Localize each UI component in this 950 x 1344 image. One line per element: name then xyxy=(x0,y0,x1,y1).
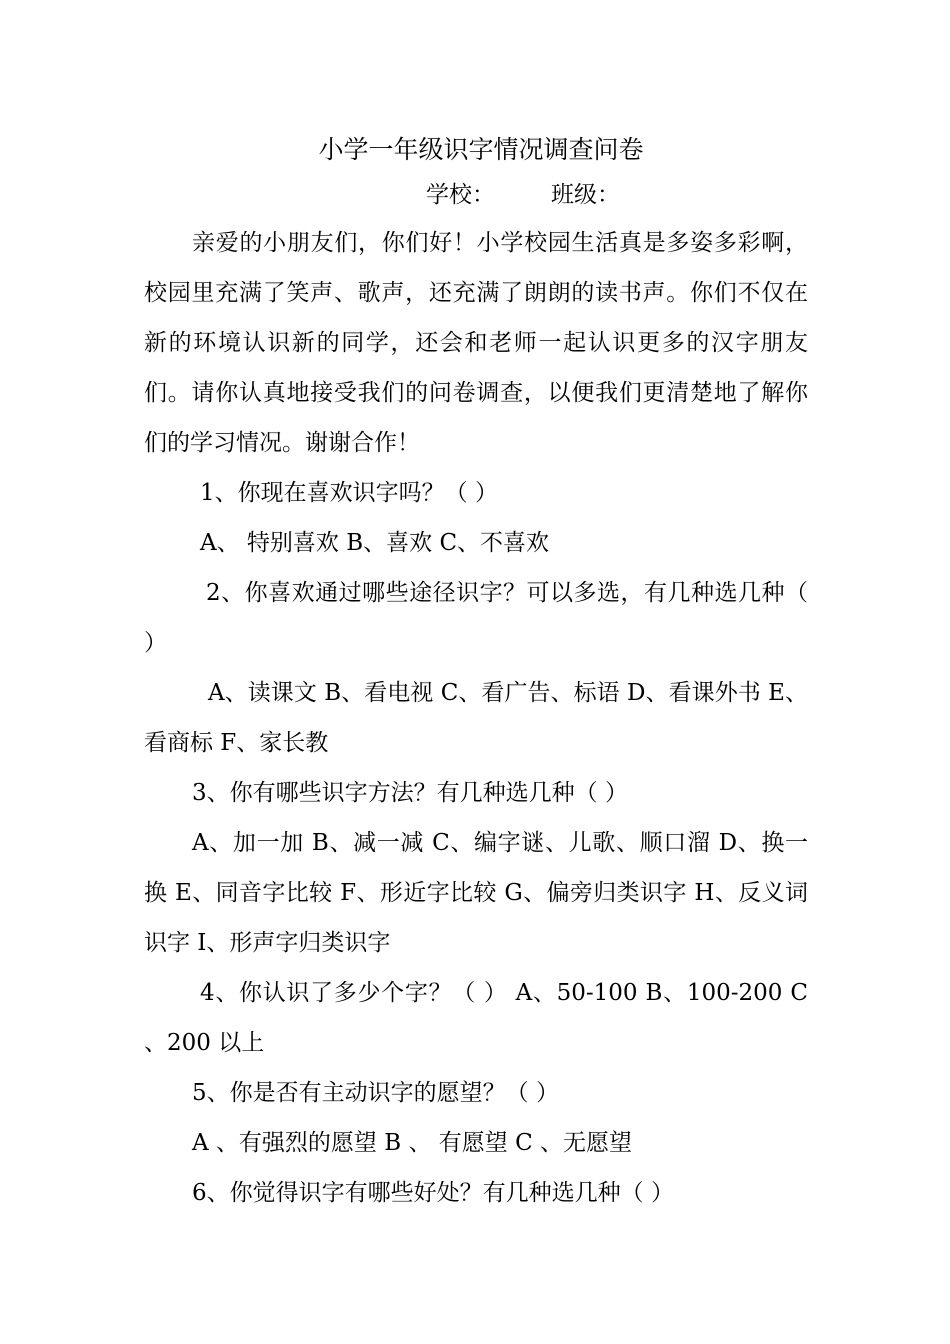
document-title: 小学一年级识字情况调查问卷 xyxy=(318,135,644,164)
intro-paragraph: 亲爱的小朋友们，你们好！小学校园生活真是多姿多彩啊，校园里充满了笑声、歌声，还充满了朗朗的读书声。你们不仅在新的环境认识新的同学，还会和老师一起认识更多的汉字朋友们。请你认真地接受我们的问卷调查，以便我们更清楚地了解你们的学习情况。谢谢合作！ xyxy=(144,230,808,456)
school-class-line xyxy=(144,172,808,218)
school-label: 学校： xyxy=(426,182,495,208)
class-label: 班级： xyxy=(551,182,620,208)
question-2-options: A、读课文 B、看电视 C、看广告、标语 D、看课外书 E、看商标 F、家长教 xyxy=(144,680,808,756)
question-1-options: A、 特别喜欢 B、喜欢 C、不喜欢 xyxy=(200,530,550,556)
question-3-options: A、加一加 B、减一减 C、编字谜、儿歌、顺口溜 D、换一换 E、同音字比较 F、形近字比较 G、偏旁归类识字 H、反义词识字 I、形声字归类识字 xyxy=(144,830,808,956)
question-1: 1、你现在喜欢识字吗？（ ） xyxy=(200,480,498,506)
question-6: 6、你觉得识字有哪些好处？有几种选几种（ ） xyxy=(192,1180,674,1206)
question-3: 3、你有哪些识字方法？有几种选几种（ ） xyxy=(192,780,628,806)
question-4: 4、你认识了多少个字？（ ） A、50-100 B、100-200 C 、200 以上 xyxy=(144,980,808,1056)
document-page xyxy=(144,128,808,1218)
question-5-options: A 、有强烈的愿望 B 、 有愿望 C 、无愿望 xyxy=(192,1130,632,1156)
question-5: 5、你是否有主动识字的愿望？（ ） xyxy=(192,1080,559,1106)
question-2: 2、你喜欢通过哪些途径识字？可以多选，有几种选几种（ ） xyxy=(144,580,808,656)
